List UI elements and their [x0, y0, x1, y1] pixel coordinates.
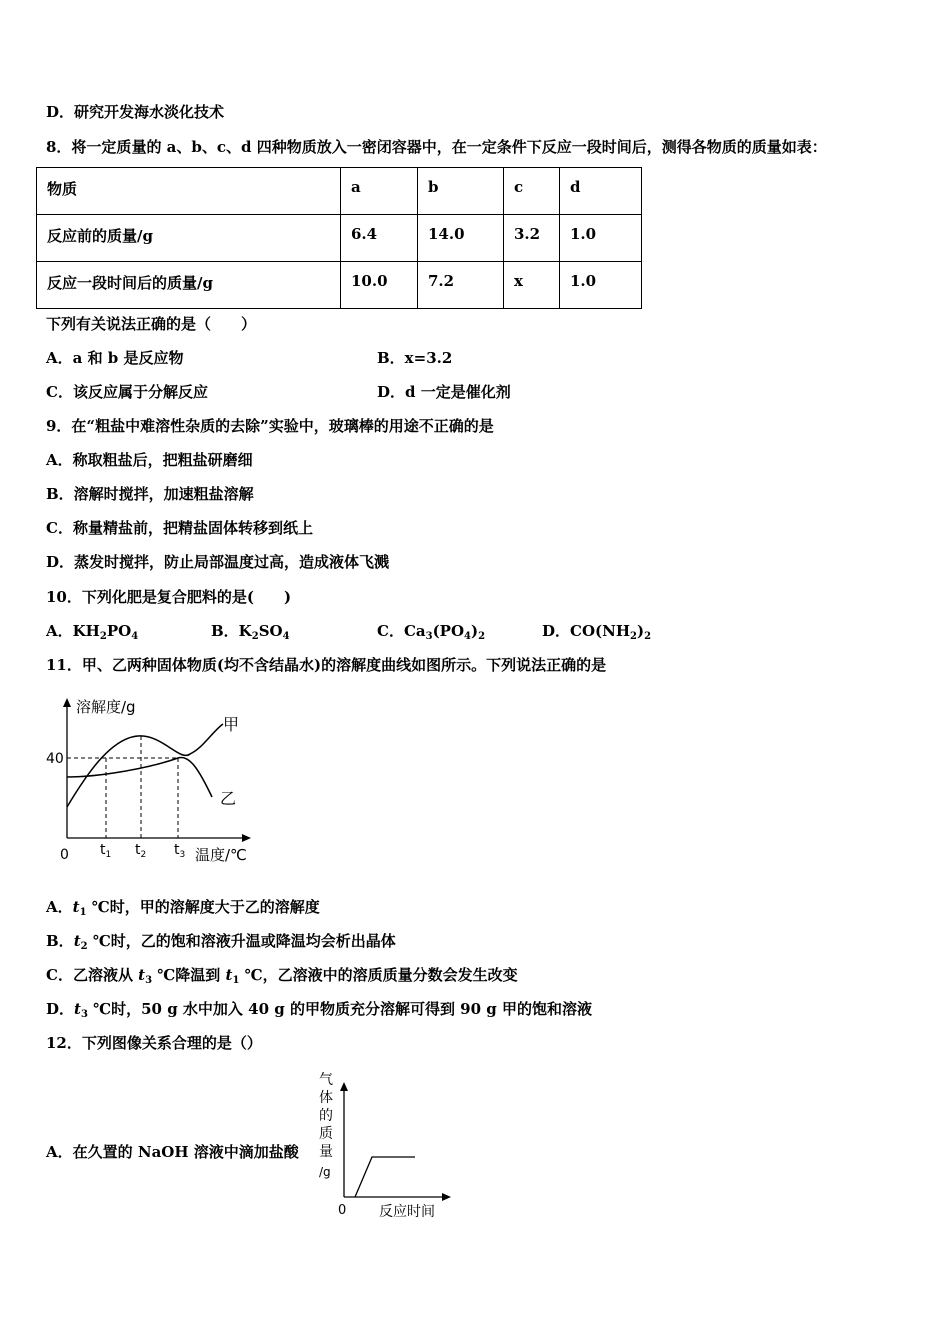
table-cell: 反应前的质量/g	[37, 215, 341, 262]
y-axis-label: 溶解度/g	[76, 698, 136, 716]
y-label-char: 体	[319, 1090, 333, 1106]
y-label-char: 气	[319, 1072, 333, 1088]
q10-option-d: D．$CO(NH_2)_2$	[542, 622, 652, 642]
mass-table	[36, 167, 642, 309]
y-axis-arrow	[340, 1082, 348, 1091]
q8-option-a: A．a 和 b 是反应物	[46, 349, 184, 367]
q12-option-a: A．在久置的 NaOH 溶液中滴加盐酸	[46, 1143, 299, 1161]
table-cell: c	[504, 168, 560, 215]
table-cell: 物质	[37, 168, 341, 215]
table-cell: 1.0	[560, 262, 642, 309]
origin-label: 0	[60, 847, 69, 863]
curve-yi	[67, 757, 212, 797]
y-tick-40: 40	[46, 751, 64, 767]
x-axis-label: 反应时间	[379, 1204, 435, 1220]
y-label-char: 的	[319, 1108, 333, 1124]
q11-option-b: B．$t_2$ ℃时，乙的饱和溶液升温或降温均会析出晶体	[46, 932, 396, 952]
q10-option-a: A．$KH_2PO_4$	[46, 622, 139, 642]
gas-mass-line	[355, 1157, 415, 1197]
x-axis-label: 温度/℃	[195, 846, 247, 864]
gas-mass-graph	[312, 1068, 462, 1224]
q10-option-b: B．$K_2SO_4$	[211, 622, 290, 642]
solubility-graph	[40, 692, 260, 872]
q8-stem: 8．将一定质量的 a、b、c、d 四种物质放入一密闭容器中，在一定条件下反应一段时间后，测得各物质的质量如表：	[46, 138, 827, 156]
q9-stem: 9．在“粗盐中难溶性杂质的去除”实验中，玻璃棒的用途不正确的是	[46, 417, 494, 435]
curve-jia	[67, 724, 223, 807]
table-row	[37, 215, 642, 262]
table-cell: x	[504, 262, 560, 309]
table-cell: 6.4	[341, 215, 418, 262]
t2-label: $t_2$	[135, 842, 147, 860]
q7-option-d: D．研究开发海水淡化技术	[46, 103, 225, 121]
q8-option-c: C．该反应属于分解反应	[46, 383, 208, 401]
q9-option-a: A．称取粗盐后，把粗盐研磨细	[46, 451, 253, 469]
q8-option-b: B．x=3.2	[377, 349, 453, 367]
y-label-char: 量	[319, 1144, 333, 1160]
q9-option-c: C．称量精盐前，把精盐固体转移到纸上	[46, 519, 313, 537]
table-cell: a	[341, 168, 418, 215]
q8-ask: 下列有关说法正确的是（ ）	[46, 315, 257, 333]
x-axis-arrow	[242, 834, 251, 842]
y-axis-arrow	[63, 698, 71, 707]
x-axis-arrow	[442, 1193, 451, 1201]
table-row	[37, 262, 642, 309]
table-cell: b	[418, 168, 504, 215]
q11-stem: 11．甲、乙两种固体物质(均不含结晶水)的溶解度曲线如图所示。下列说法正确的是	[46, 656, 607, 674]
t3-label: $t_3$	[174, 842, 186, 860]
q10-stem: 10．下列化肥是复合肥料的是( )	[46, 588, 292, 606]
t1-label: $t_1$	[100, 842, 112, 860]
table-cell: 10.0	[341, 262, 418, 309]
table-row	[37, 168, 642, 215]
q10-option-c: C．$Ca_3(PO_4)_2$	[377, 622, 486, 642]
origin-label: 0	[338, 1203, 347, 1218]
y-label-char: /g	[319, 1165, 331, 1179]
q9-option-b: B．溶解时搅拌，加速粗盐溶解	[46, 485, 254, 503]
q11-option-d: D．$t_3$ ℃时，50 g 水中加入 40 g 的甲物质充分溶解可得到 90 g 甲的饱和溶液	[46, 1000, 592, 1020]
y-label-char: 质	[319, 1126, 333, 1142]
table-cell: 3.2	[504, 215, 560, 262]
q12-stem: 12．下列图像关系合理的是（）	[46, 1034, 262, 1052]
table-cell: 14.0	[418, 215, 504, 262]
q11-option-c: C．乙溶液从 $t_3$ ℃降温到 $t_1$ ℃，乙溶液中的溶质质量分数会发生改变	[46, 966, 518, 986]
curve-jia-label: 甲	[223, 715, 240, 734]
q9-option-d: D．蒸发时搅拌，防止局部温度过高，造成液体飞溅	[46, 553, 390, 571]
table-cell: 7.2	[418, 262, 504, 309]
table-cell: 反应一段时间后的质量/g	[37, 262, 341, 309]
table-cell: 1.0	[560, 215, 642, 262]
q8-option-d: D．d 一定是催化剂	[377, 383, 511, 401]
table-cell: d	[560, 168, 642, 215]
q11-option-a: A．$t_1$ ℃时，甲的溶解度大于乙的溶解度	[46, 898, 320, 918]
curve-yi-label: 乙	[220, 789, 237, 808]
